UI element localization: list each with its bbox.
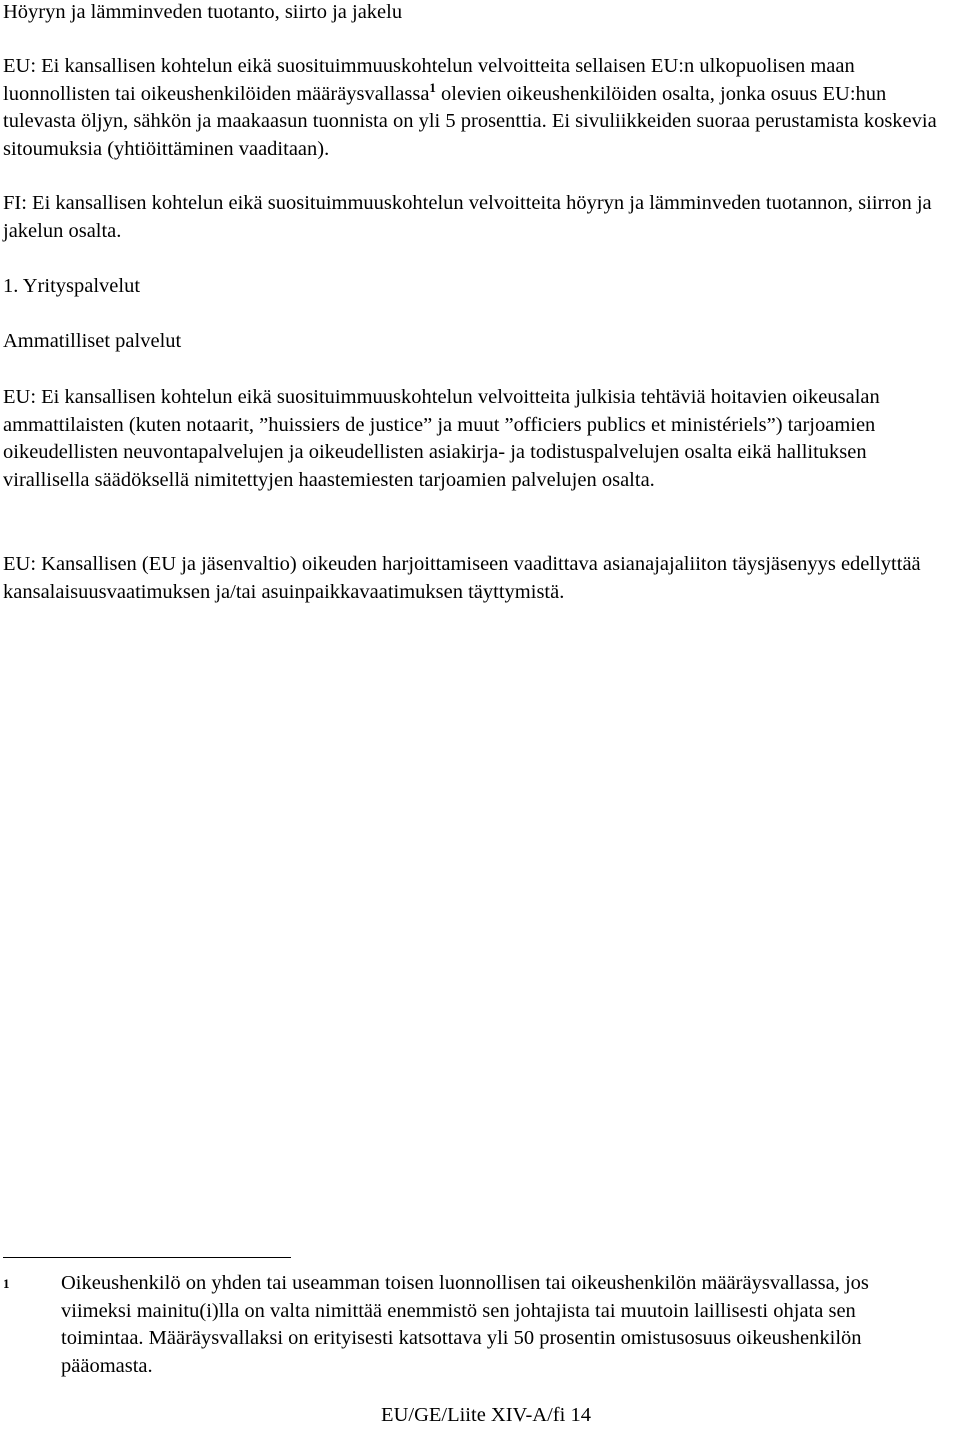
subsection-heading: Ammatilliset palvelut [3, 330, 182, 352]
paragraph-eu-legal-professionals: EU: Ei kansallisen kohtelun eikä suosituimmuuskohtelun velvoitteita julkisia tehtäviä hoitavien oikeusalan ammattilaisten (kuten notaarit, ”huissiers de justice” ja muut ”officiers publics et ministériels”) tarjoamien oikeudellisten neuvontapalvelujen ja oikeudellisten asiakirja- ja todistuspalvelujen osalta eikä hallituksen virallisella säädöksellä nimitettyjen haastemiesten tarjoamien palvelujen osalta. [3, 386, 880, 491]
paragraph-eu-foreign-control-before: EU: Ei kansallisen kohtelun eikä suosituimmuuskohtelun velvoitteita sellaisen EU:n ulkopuolisen maan luonnollisten tai oikeushenkilöiden määräysvallassa [3, 55, 855, 105]
paragraph-fi-steam: FI: Ei kansallisen kohtelun eikä suosituimmuuskohtelun velvoitteita höyryn ja lämminveden tuotannon, siirron ja jakelun osalta. [3, 192, 932, 242]
footnote-divider [3, 1257, 291, 1258]
page-heading: Höyryn ja lämminveden tuotanto, siirto ja jakelu [3, 1, 403, 23]
page-footer: EU/GE/Liite XIV-A/fi 14 [381, 1404, 591, 1426]
paragraph-eu-foreign-control [3, 53, 958, 163]
section-heading: 1. Yrityspalvelut [3, 275, 141, 297]
footnote-marker: 1 [3, 1276, 10, 1291]
footnote-reference: 1 [429, 79, 436, 95]
paragraph-eu-bar-membership: EU: Kansallisen (EU ja jäsenvaltio) oikeuden harjoittamiseen vaadittava asianajajaliiton täysjäsenyys edellyttää kansalaisuusvaatimuksen ja/tai asuinpaikkavaatimuksen täyttymistä. [3, 553, 921, 603]
paragraph-eu-foreign-control-after: olevien oikeushenkilöiden osalta, jonka osuus EU:hun tulevasta öljyn, sähkön ja maakaasun tuonnista on yli 5 prosenttia. Ei sivuliikkeiden suoraa perustamista koskevia sitoumuksia (yhtiöittäminen vaaditaan). [3, 82, 937, 160]
footnote-text: Oikeushenkilö on yhden tai useamman toisen luonnollisen tai oikeushenkilön määräysvallassa, jos viimeksi mainitu(i)lla on valta nimittää enemmistö sen johtajista tai muutoin laillisesti ohjata sen toimintaa. Määräysvallaksi on erityisesti katsottava yli 50 prosentin omistusosuus oikeushenkilön pääomasta. [61, 1272, 869, 1377]
